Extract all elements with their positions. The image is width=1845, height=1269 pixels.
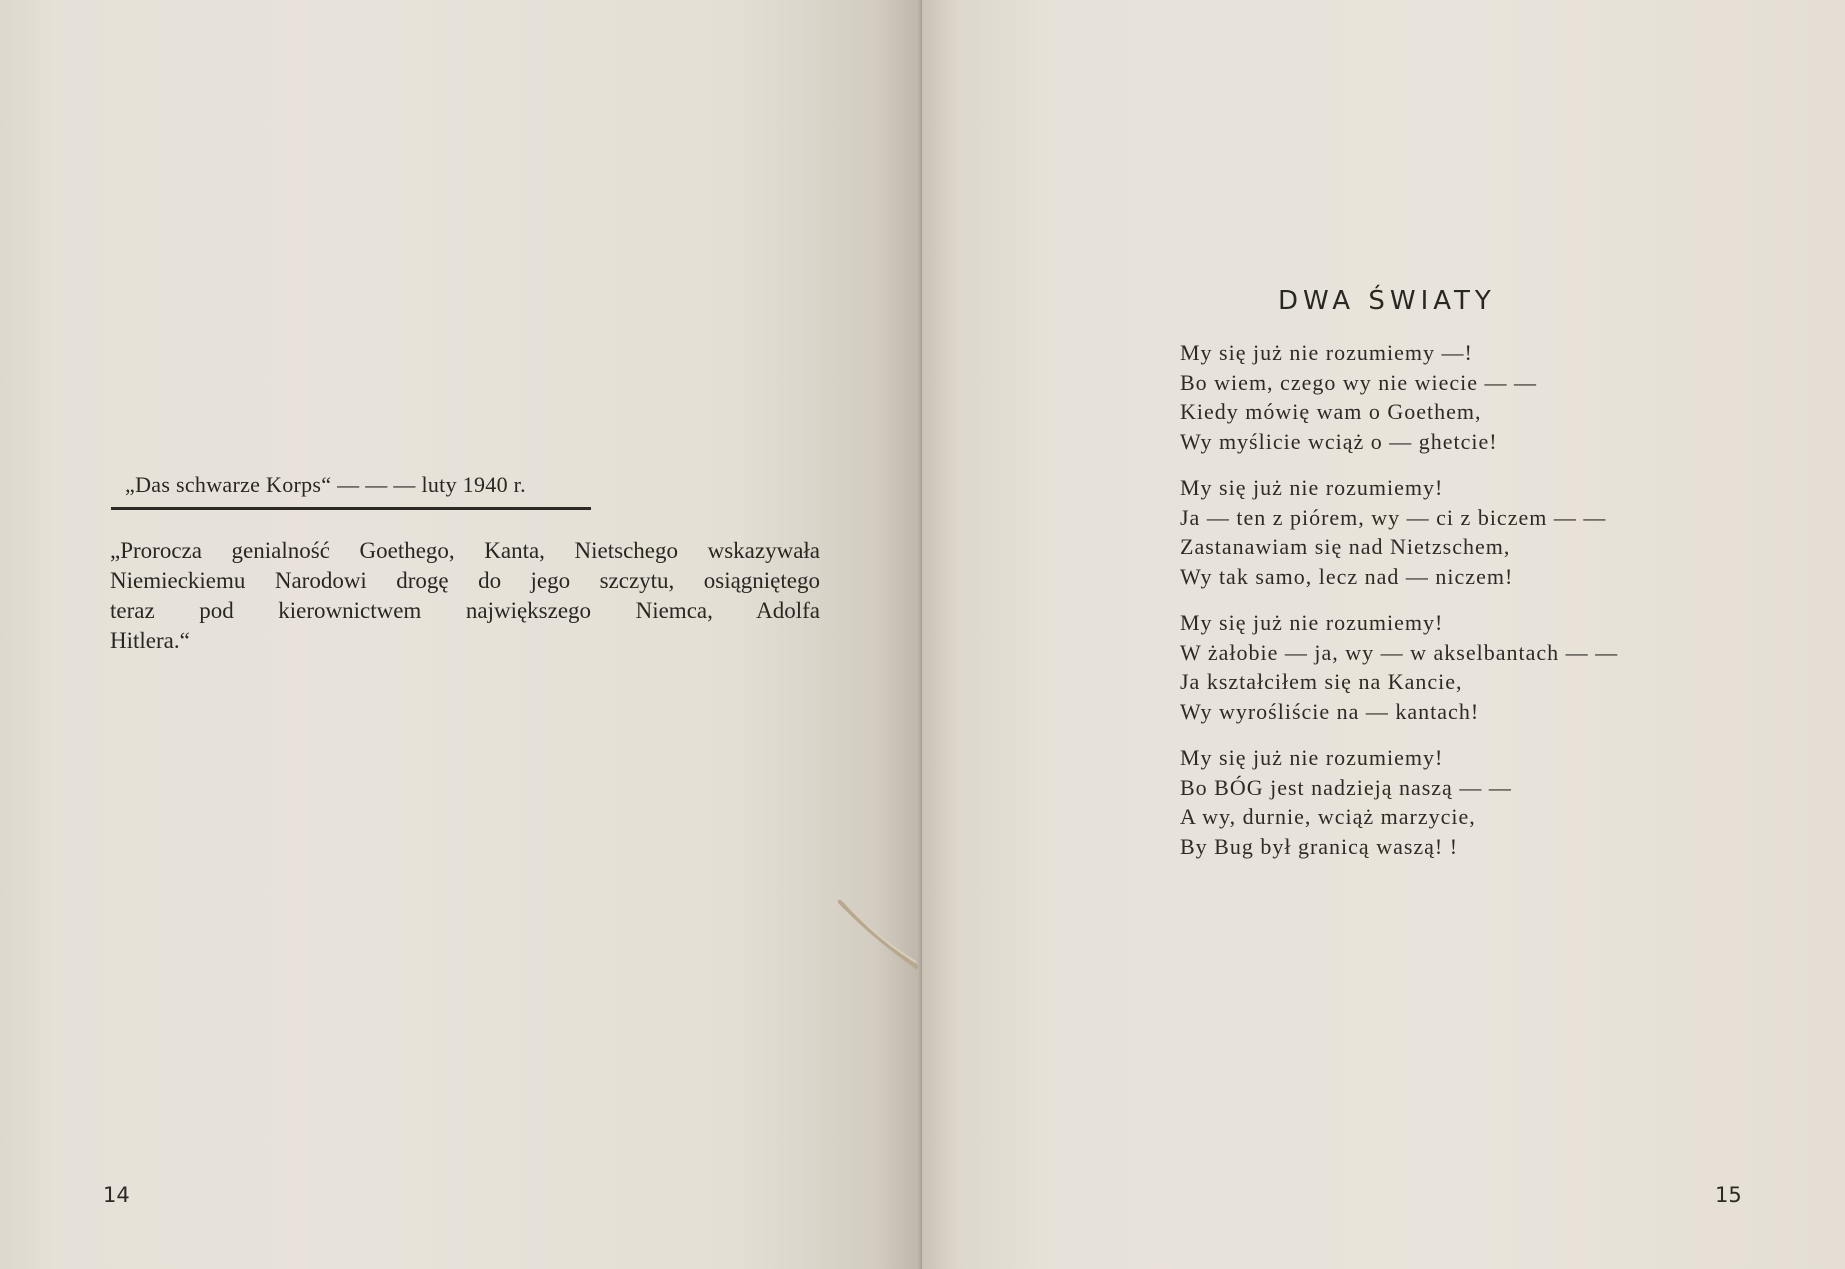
verse-line: Wy wyrośliście na — kantach! — [1180, 698, 1480, 724]
verse-line: My się już nie rozumiemy! — [1180, 475, 1444, 500]
stanza — [1180, 608, 1618, 726]
stanza — [1180, 743, 1618, 861]
page-number-right: 15 — [1715, 1183, 1742, 1207]
quote-line: teraz pod kierownictwem największego Niemca, Adolfa — [110, 598, 820, 623]
verse-line: Bo BÓG jest nadzieją naszą — — — [1180, 774, 1512, 800]
verse-line: My się już nie rozumiemy —! — [1180, 340, 1473, 365]
verse-line: W żałobie — ja, wy — w akselbantach — — — [1180, 639, 1619, 665]
verse-line: By Bug był granicą waszą! ! — [1180, 833, 1459, 859]
verse-line: Wy tak samo, lecz nad — niczem! — [1180, 563, 1514, 589]
left-page — [0, 0, 922, 1269]
verse-line: My się już nie rozumiemy! — [1180, 610, 1444, 635]
verse-line: Zastanawiam się nad Nietzschem, — [1180, 534, 1511, 559]
quote-line: Hitlera.“ — [110, 628, 190, 653]
poem — [1180, 338, 1618, 878]
quote-line: Niemieckiemu Narodowi drogę do jego szczytu, osiągniętego — [110, 568, 820, 593]
right-page — [922, 0, 1845, 1269]
source-citation: „Das schwarze Korps“ — — — luty 1940 r. — [125, 472, 526, 497]
verse-line: Wy myślicie wciąż o — ghetcie! — [1180, 428, 1498, 454]
page-tear-mark — [838, 900, 918, 970]
source-underline — [111, 507, 591, 510]
verse-line: Ja — ten z piórem, wy — ci z biczem — — — [1180, 504, 1607, 530]
quote-line: „Prorocza genialność Goethego, Kanta, Nietschego wskazywała — [110, 538, 820, 563]
page-number-left: 14 — [103, 1183, 130, 1207]
poem-title: DWA ŚWIATY — [1278, 286, 1496, 316]
verse-line: Bo wiem, czego wy nie wiecie — — — [1180, 369, 1538, 395]
stanza — [1180, 473, 1618, 591]
verse-line: A wy, durnie, wciąż marzycie, — [1180, 804, 1476, 829]
verse-line: Ja kształciłem się na Kancie, — [1180, 669, 1463, 694]
verse-line: My się już nie rozumiemy! — [1180, 745, 1444, 770]
quote-block — [110, 536, 820, 656]
stanza — [1180, 338, 1618, 456]
verse-line: Kiedy mówię wam o Goethem, — [1180, 399, 1482, 424]
